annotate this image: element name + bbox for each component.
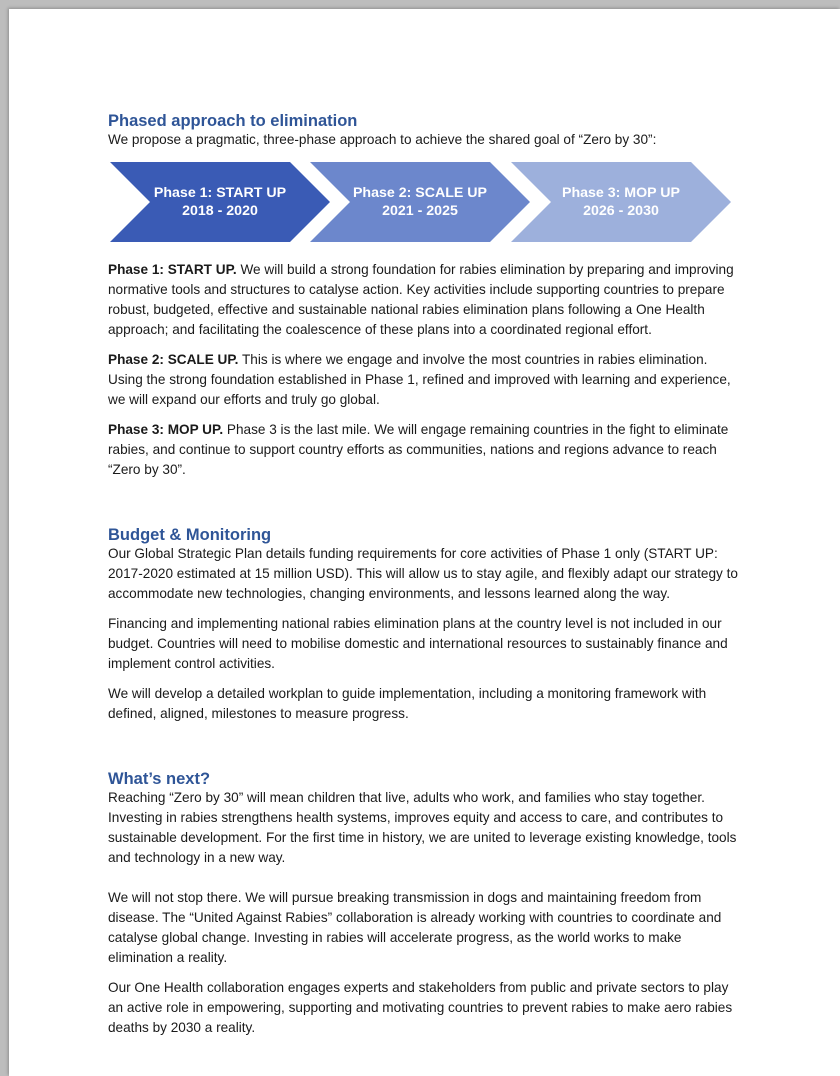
phase-1-years: 2018 - 2020 [182,203,258,219]
budget-paragraph-1: Our Global Strategic Plan details funding requirements for core activities of Phase 1 only (START UP: 2017-2020 estimated at 15 million USD). This will allow us to stay agile, and flexibly adapt our strategy to accommodate new technologies, changing environments, and lessons learned along the way. [108,546,738,601]
phase-1-title: Phase 1: START UP [153,185,287,201]
phase-3-years: 2026 - 2030 [583,203,659,219]
document-content [108,112,738,1038]
phase-2-years: 2021 - 2025 [382,203,458,219]
phase-2-lead: Phase 2: SCALE UP. [108,352,239,367]
phase-3-label [551,162,691,242]
section-heading-whats-next: What’s next? [108,770,211,788]
phase-1-text: We will build a strong foundation for rabies elimination by preparing and improving normative tools and structures to catalyse action. Key activities include supporting countries to prepare robust, budgeted, effective and sustainable national rabies elimination plans following a One Health approach; and facilitating the coalescence of these plans into a coordinated regional effort. [108,262,734,337]
budget-paragraph-3: We will develop a detailed workplan to guide implementation, including a monitoring framework with defined, aligned, milestones to measure progress. [108,686,707,721]
next-paragraph-3: Our One Health collaboration engages experts and stakeholders from public and private sectors to play an active role in empowering, supporting and motivating countries to prevent rabies to make aero rabies deaths by 2030 a reality. [108,980,733,1035]
phase-2-text: This is where we engage and involve the most countries in rabies elimination. Using the strong foundation established in Phase 1, refined and improved with learning and experience, we will expand our efforts and truly go global. [108,352,731,407]
section-intro: We propose a pragmatic, three-phase approach to achieve the shared goal of “Zero by 30”: [108,132,657,147]
phase-1-description [108,260,738,340]
phase-2-title: Phase 2: SCALE UP [352,185,488,201]
section-heading-phased-approach: Phased approach to elimination [108,112,358,130]
phase-2-description [108,350,738,410]
phase-1-lead: Phase 1: START UP. [108,262,237,277]
phase-1-label [150,162,290,242]
phase-3-lead: Phase 3: MOP UP. [108,422,224,437]
next-paragraph-2: We will not stop there. We will pursue breaking transmission in dogs and maintaining freedom from disease. The “United Against Rabies” collaboration is already working with countries to coordinate and catalyse global change. Investing in rabies will accelerate progress, as the world works to make elimination a reality. [108,890,722,965]
section-heading-budget: Budget & Monitoring [108,526,272,544]
document-page [9,9,840,1076]
budget-paragraph-2: Financing and implementing national rabies elimination plans at the country level is not included in our budget. Countries will need to mobilise domestic and international resources to sustainably finance and implement control activities. [108,616,728,671]
phase-2-label [350,162,490,242]
phase-3-title: Phase 3: MOP UP [561,185,680,201]
phase-3-text: Phase 3 is the last mile. We will engage remaining countries in the fight to eliminate rabies, and continue to support country efforts as communities, nations and regions advance to reach “Zero by 30”. [108,422,729,477]
phase-3-description [108,420,738,480]
phase-chevron-diagram [110,162,738,242]
next-paragraph-1: Reaching “Zero by 30” will mean children that live, adults who work, and families who stay together. Investing in rabies strengthens health systems, improves equity and access to care, and contributes to sustainable development. For the first time in history, we are united to leverage existing knowledge, tools and technology in a new way. [108,790,737,865]
